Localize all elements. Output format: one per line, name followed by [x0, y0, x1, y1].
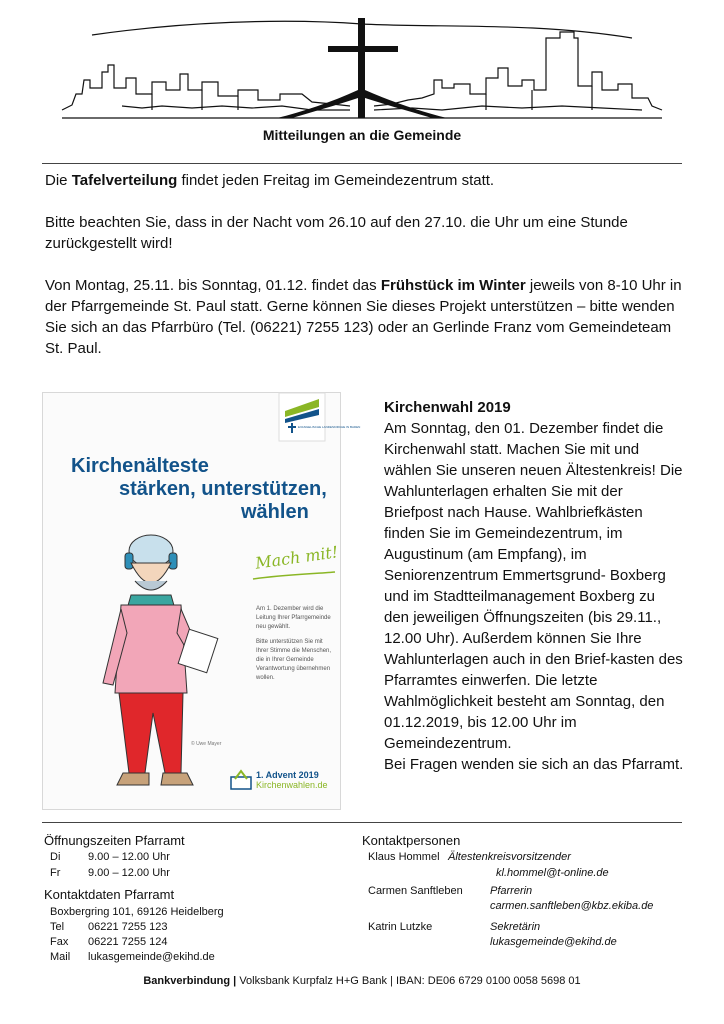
- bank-name: Volksbank Kurpfalz H+G Bank: [239, 975, 387, 987]
- divider-footer: [42, 822, 682, 823]
- ballot-box-icon: [229, 769, 253, 791]
- bank-iban: IBAN: DE06 6729 0100 0058 5698 01: [395, 975, 581, 987]
- skyline-cross-illustration: [62, 10, 662, 125]
- kirchenwahl-body: Am Sonntag, den 01. Dezember findet die Kirchenwahl statt. Machen Sie mit und wählen Sie unseren neuen Ältestenkreis! Die Wahlunterlagen erhalten Sie mit der Briefpost nach Hause. Wahlbriefkästen finden Sie im Gemeindezentrum, im Augustinum (am Empfang), im Seniorenzentrum Emmertsgrund- Boxberg und im Stadtteilmanagement Boxberg zu den jeweiligen Öffnungszeiten (bis 29.11., 12.00 Uhr). Außerdem können Sie Ihre Wahlunterlagen auch in den Brief-kasten des Pfarramtes einwerfen. Die letzte Wahlmöglichkeit besteht am Sonntag, den 01.12.2019, bis 12.00 Uhr im Gemeindezentrum.: [384, 420, 683, 752]
- person-illustration: [83, 533, 223, 803]
- flyer-copyright: © Uwe Mayer: [191, 741, 222, 747]
- landeskirche-logo: [279, 393, 361, 441]
- landeskirche-logo-text: EVANGELISCHE LANDESKIRCHE IN BADEN: [298, 425, 361, 429]
- announcement-fruehstueck: Von Montag, 25.11. bis Sonntag, 01.12. findet das Frühstück im Winter jeweils von 8-10 Uhr in der Pfarrgemeinde St. Paul statt. Gerne können Sie dieses Projekt unterstützen – bitte wenden Sie sich an das Pfarrbüro (Tel. (06221) 7255 123) oder an Gerlinde Franz vom Gemeindeteam St. Paul.: [45, 277, 682, 357]
- flyer-body-text: Am 1. Dezember wird die Leitung Ihrer Pfarrgemeinde neu gewählt. Bitte unterstützen Sie mit Ihrer Stimme die Menschen, die in Ihrer Gemeinde Verantwortung übernehmen wollen.: [256, 606, 332, 681]
- divider-top: [42, 163, 682, 164]
- person-role-1: Ältestenkreisvorsitzender: [448, 851, 571, 863]
- hours-time-1: 9.00 – 12.00 Uhr: [88, 851, 170, 863]
- flyer-slogan: Mach mit!: [254, 542, 340, 573]
- tel-label: Tel: [50, 921, 65, 933]
- bank-label: Bankverbindung: [143, 975, 231, 987]
- kirchenwahl-title: Kirchenwahl 2019: [384, 399, 511, 416]
- slogan-underline: [251, 571, 337, 581]
- announcement-zeitumstellung: Bitte beachten Sie, dass in der Nacht vom 26.10 auf den 27.10. die Uhr um eine Stunde zurückgestellt wird!: [45, 214, 628, 252]
- flyer-title: Kirchenälteste stärken, unterstützen, wählen: [71, 455, 327, 523]
- bank-separator-2: |: [390, 975, 393, 987]
- person-email-3: lukasgemeinde@ekihd.de: [490, 936, 617, 948]
- kirchenwahl-section: [384, 397, 684, 775]
- tel-value: 06221 7255 123: [88, 921, 168, 933]
- person-name-3: Katrin Lutzke: [368, 921, 433, 933]
- person-name-1: Klaus Hommel: [368, 851, 440, 863]
- person-email-1: kl.hommel@t-online.de: [496, 867, 609, 879]
- page-title: Mitteilungen an die Gemeinde: [262, 127, 462, 143]
- fax-label: Fax: [50, 936, 69, 948]
- person-role-3: Sekretärin: [490, 921, 541, 933]
- person-name-2: Carmen Sanftleben: [368, 885, 463, 897]
- mail-value: lukasgemeinde@ekihd.de: [88, 951, 215, 963]
- hours-day-1: Di: [50, 851, 61, 863]
- kirchenwahl-flyer: [42, 392, 361, 810]
- hours-day-2: Fr: [50, 867, 61, 879]
- hours-title: Öffnungszeiten Pfarramt: [44, 833, 185, 848]
- flyer-advent-date: 1. Advent 2019 Kirchenwahlen.de: [256, 770, 328, 790]
- bank-details: [0, 975, 724, 987]
- kirchenwahl-questions: Bei Fragen wenden sie sich an das Pfarramt.: [384, 756, 684, 773]
- person-email-2: carmen.sanftleben@kbz.ekiba.de: [490, 900, 654, 912]
- persons-title: Kontaktpersonen: [362, 833, 461, 848]
- announcement-tafel: Die Tafelverteilung findet jeden Freitag im Gemeindezentrum statt.: [45, 172, 495, 189]
- hours-time-2: 9.00 – 12.00 Uhr: [88, 867, 170, 879]
- bank-separator-1: |: [233, 975, 237, 987]
- mail-label: Mail: [50, 951, 71, 963]
- person-role-2: Pfarrerin: [490, 885, 533, 897]
- address: Boxbergring 101, 69126 Heidelberg: [50, 906, 224, 918]
- contact-title: Kontaktdaten Pfarramt: [44, 887, 175, 902]
- fax-value: 06221 7255 124: [88, 936, 168, 948]
